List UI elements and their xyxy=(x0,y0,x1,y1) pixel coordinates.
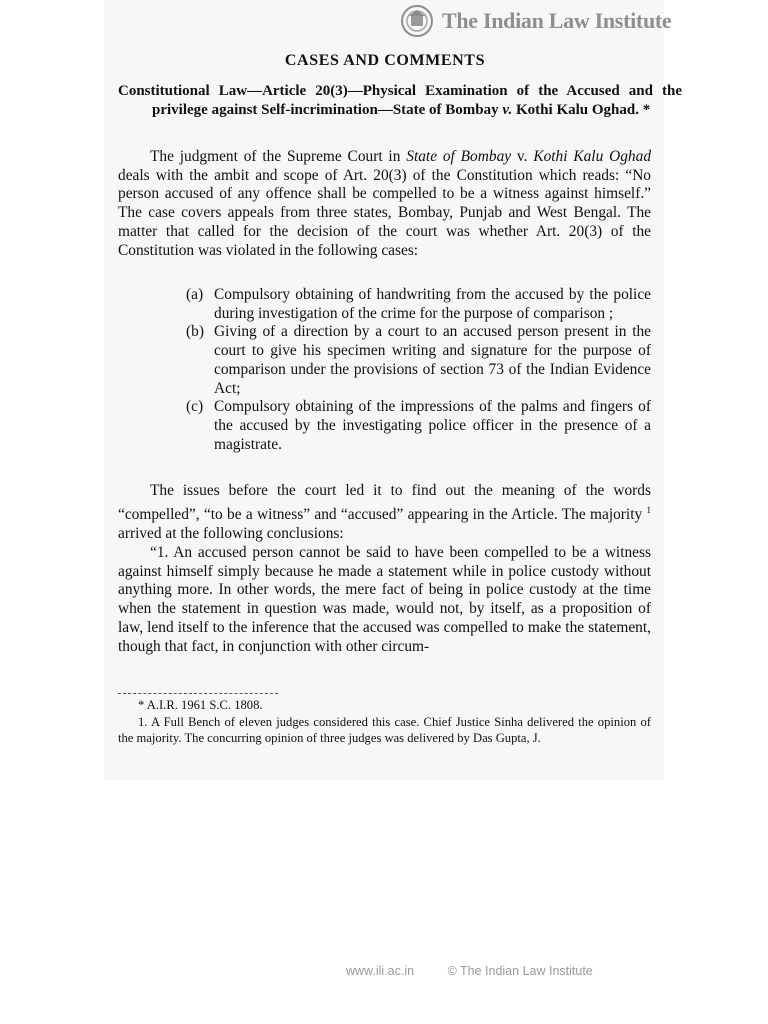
case-name-italic: State of Bombay xyxy=(406,148,512,165)
footer-url[interactable]: www.ili.ac.in xyxy=(346,964,415,978)
case-title-versus: v. xyxy=(502,102,513,118)
page-footer xyxy=(346,964,623,978)
footnote-1: 1. A Full Bench of eleven judges considered this case. Chief Justice Sinha delivered the opinion of the majority. The concurring opinion of three judges was delivered by Das Gupta, J. xyxy=(118,714,651,745)
cases-list xyxy=(186,286,651,454)
paragraph-intro xyxy=(118,148,651,260)
paragraph-issues xyxy=(118,482,651,543)
list-marker: (a) xyxy=(186,286,204,303)
logo-text: The Indian Law Institute xyxy=(442,8,672,33)
para1-text-b: v. xyxy=(511,148,534,165)
list-marker: (b) xyxy=(186,323,204,341)
institute-seal-icon xyxy=(398,4,436,38)
list-marker: (c) xyxy=(186,398,204,416)
footer-copyright: © The Indian Law Institute xyxy=(447,964,593,978)
case-name-italic-2: Kothi Kalu Oghad xyxy=(533,148,652,165)
list-text: Compulsory obtaining of handwriting from the accused by the police during investigation of the crime for the purpose of comparison ; xyxy=(214,286,651,322)
para2-text-b: arrived at the following conclusions: xyxy=(118,524,344,542)
para1-text-c: deals with the ambit and scope of Art. 20(3) of the Constitution which reads: “No person accused of any offence shall be compelled to be a witness against himself.” The case covers appeals from three states, Bombay, Punjab and West Bengal. The matter that called for the decision of the court was whether Art. 20(3) of the Constitution was violated in the following cases: xyxy=(118,166,651,259)
case-title-part1: Constitutional Law—Article 20(3)—Physical Examination of the Accused and the privilege against Self-incrimination—State of Bombay xyxy=(118,83,682,118)
list-text: Compulsory obtaining of the impressions of the palms and fingers of the accused by the investigating police officer in the presence of a magistrate. xyxy=(214,398,651,453)
section-heading: CASES AND COMMENTS xyxy=(284,52,486,69)
list-item xyxy=(186,323,651,398)
footnotes xyxy=(118,697,651,747)
list-text: Giving of a direction by a court to an accused person present in the court to give his specimen writing and signature for the purpose of comparison under the provisions of section 73 of the Indian Evidence Act; xyxy=(214,323,651,397)
paragraph-conclusion-1: “1. An accused person cannot be said to have been compelled to be a witness against himself simply because he made a statement while in police custody without anything more. In other words, the mere fact of being in police custody at the time when the statement in question was made, would not, by itself, as a proposition of law, lend itself to the inference that the accused was compelled to make the statement, though that fact, in conjunction with other circum- xyxy=(118,544,651,655)
case-title xyxy=(118,82,682,120)
para1-text-a: The judgment of the Supreme Court in xyxy=(150,148,407,165)
footnote-divider xyxy=(118,693,278,694)
case-title-part2: Kothi Kalu Oghad. * xyxy=(512,102,651,118)
footnote-citation: * A.I.R. 1961 S.C. 1808. xyxy=(138,698,263,712)
list-item xyxy=(186,398,651,454)
list-item xyxy=(186,286,651,323)
footnote-ref: 1 xyxy=(646,504,651,515)
para2-text-a: The issues before the court led it to find out the meaning of the words “compelled”, “to be a witness” and “accused” appearing in the Article. The majority xyxy=(118,482,651,523)
institute-logo xyxy=(398,4,671,38)
